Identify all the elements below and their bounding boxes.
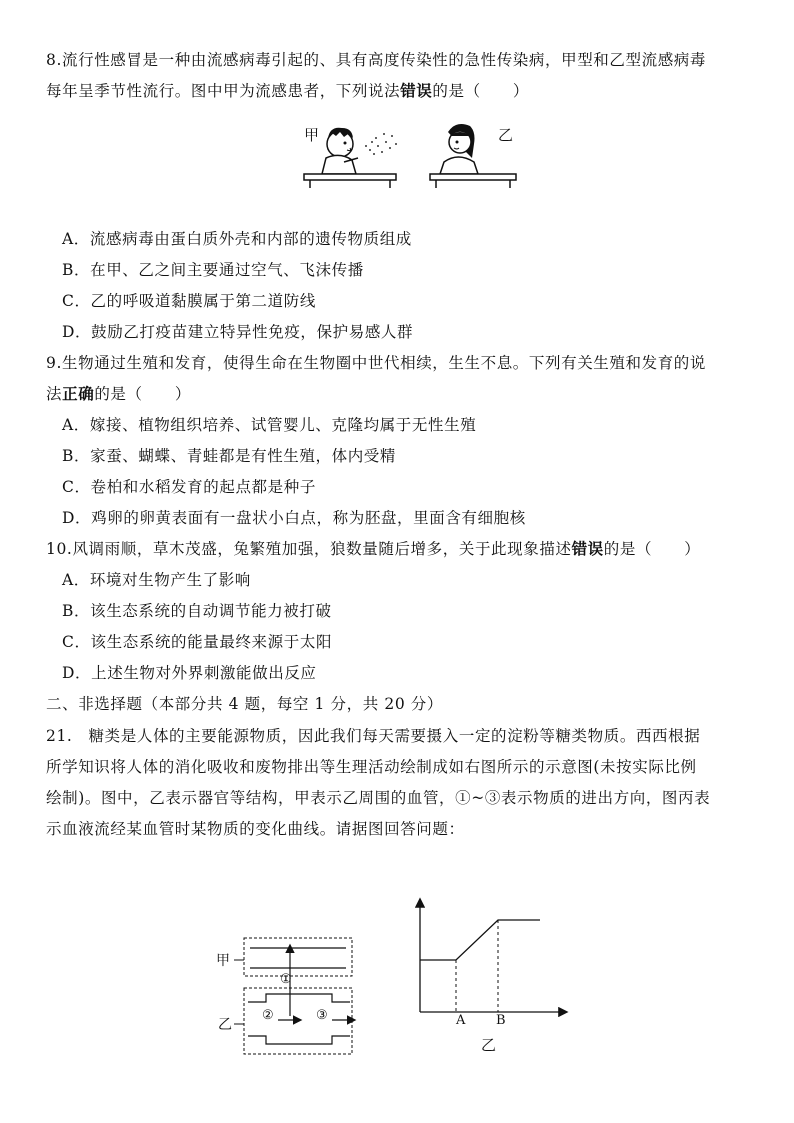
tick-label-a: A xyxy=(456,1013,466,1028)
arrow-label-1: ① xyxy=(280,972,293,987)
q9-option-d: D．鸡卵的卵黄表面有一盘状小白点，称为胚盘，里面含有细胞核 xyxy=(62,509,526,527)
q10-option-d: D．上述生物对外界刺激能做出反应 xyxy=(62,664,317,682)
q10-option-c: C．该生态系统的能量最终来源于太阳 xyxy=(62,633,333,651)
series-line xyxy=(420,920,540,960)
q10-option-a: A．环境对生物产生了影响 xyxy=(62,571,251,589)
q8-stem-line1: 8.流行性感冒是一种由流感病毒引起的、具有高度传染性的急性传染病，甲型和乙型流感病毒 xyxy=(46,51,706,69)
label-yi: 乙 xyxy=(498,126,514,144)
q9-option-a: A．嫁接、植物组织培养、试管婴儿、克隆均属于无性生殖 xyxy=(62,416,477,434)
q8-option-b: B．在甲、乙之间主要通过空气、飞沫传播 xyxy=(62,261,364,279)
q21-stem-line2: 所学知识将人体的消化吸收和废物排出等生理活动绘制成如右图所示的示意图(未按实际比例 xyxy=(46,758,697,776)
q8-option-c: C．乙的呼吸道黏膜属于第二道防线 xyxy=(62,292,316,310)
q8-option-d: D．鼓励乙打疫苗建立特异性免疫，保护易感人群 xyxy=(62,323,414,341)
q9-emphasis: 正确 xyxy=(62,384,95,403)
q21-stem-line1: 21. 糖类是人体的主要能源物质，因此我们每天需要摄入一定的淀粉等糖类物质。西西根据 xyxy=(46,727,701,745)
q9-stem-line1: 9.生物通过生殖和发育，使得生命在生物圈中世代相续，生生不息。下列有关生殖和发育的说 xyxy=(46,354,706,372)
q10-option-b: B．该生态系统的自动调节能力被打破 xyxy=(62,602,332,620)
q10-emphasis: 错误 xyxy=(571,539,604,558)
section-heading: 二、非选择题（本部分共 4 题，每空 1 分，共 20 分） xyxy=(46,695,444,713)
tick-label-b: B xyxy=(496,1013,507,1028)
q9-option-b: B．家蚕、蝴蝶、青蛙都是有性生殖，体内受精 xyxy=(62,447,396,465)
q21-stem-line3: 绘制)。图中，乙表示器官等结构，甲表示乙周围的血管，①~③表示物质的进出方向，图丙表 xyxy=(46,789,711,807)
q21-stem-line4: 示血液流经某血管时某物质的变化曲线。请据图回答问题： xyxy=(46,820,465,838)
arrow-label-2: ② xyxy=(262,1008,275,1023)
q8-emphasis: 错误 xyxy=(400,81,433,100)
q9-option-c: C．卷柏和水稻发育的起点都是种子 xyxy=(62,478,316,496)
diagram-label-yi: 乙 xyxy=(218,1017,233,1033)
q8-option-a: A．流感病毒由蛋白质外壳和内部的遗传物质组成 xyxy=(62,230,412,248)
q9-stem-line2: 法正确的是（ ） xyxy=(46,384,191,403)
arrow-label-3: ③ xyxy=(316,1008,329,1023)
label-jia: 甲 xyxy=(304,126,320,144)
q10-stem: 10.风调雨顺，草木茂盛，兔繁殖加强，狼数量随后增多，关于此现象描述错误的是（ ） xyxy=(46,539,701,558)
q8-stem-line2: 每年呈季节性流行。图中甲为流感患者，下列说法错误的是（ ） xyxy=(46,81,530,100)
diagram-label-jia: 甲 xyxy=(216,953,231,969)
substance-change-chart xyxy=(400,892,580,1052)
chart-xlabel: 乙 xyxy=(481,1036,497,1054)
organ-vessel-diagram xyxy=(212,932,362,1062)
